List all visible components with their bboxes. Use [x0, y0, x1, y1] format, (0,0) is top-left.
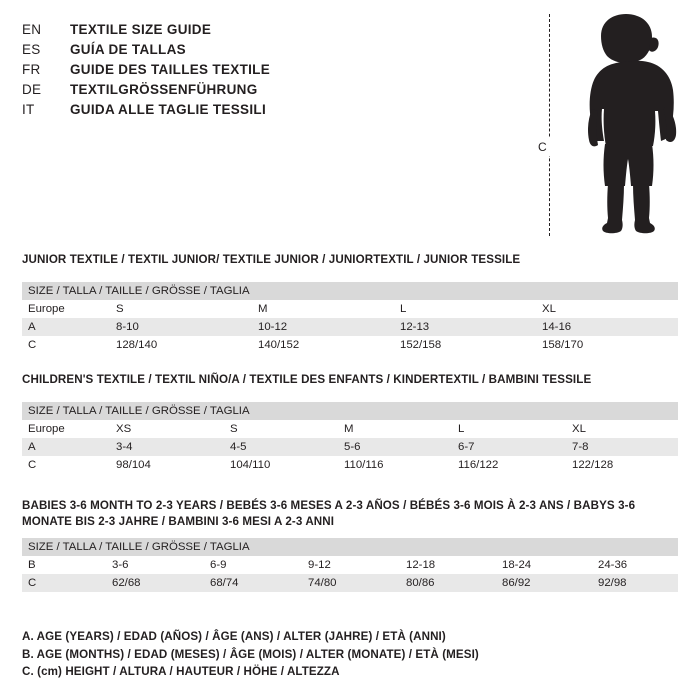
cell: XL — [566, 420, 678, 438]
language-code: IT — [22, 102, 35, 117]
cell: 140/152 — [252, 336, 394, 354]
height-diagram — [505, 8, 695, 238]
cell: 3-4 — [110, 438, 224, 456]
cell: 8-10 — [110, 318, 252, 336]
cell: 4-5 — [224, 438, 338, 456]
row-label: C — [22, 574, 106, 592]
table-header-row — [22, 282, 678, 300]
language-code: ES — [22, 42, 41, 57]
language-code: DE — [22, 82, 42, 97]
cell: XL — [536, 300, 678, 318]
row-label: Europe — [22, 420, 110, 438]
cell: 7-8 — [566, 438, 678, 456]
row-label: Europe — [22, 300, 110, 318]
section-title-babies: BABIES 3-6 MONTH TO 2-3 YEARS / BEBÉS 3-6 MESES A 2-3 AÑOS / BÉBÉS 3-6 MOIS À 2-3 ANS / BABYS 3-6 MONATE BIS 2-3 JAHRE / BAMBINI 3-6 MESI A 2-3 ANNI — [22, 499, 636, 528]
table-row — [22, 318, 678, 336]
cell: 110/116 — [338, 456, 452, 474]
table-row — [22, 300, 678, 318]
row-label: B — [22, 556, 106, 574]
legend-line-c: C. (cm) HEIGHT / ALTURA / HAUTEUR / HÖHE / ALTEZZA — [22, 665, 340, 678]
cell: L — [452, 420, 566, 438]
cell: 3-6 — [106, 556, 204, 574]
table-header-row — [22, 538, 678, 556]
cell: 158/170 — [536, 336, 678, 354]
cell: 152/158 — [394, 336, 536, 354]
row-label: A — [22, 318, 110, 336]
height-dimension-label: C — [535, 138, 550, 156]
language-row — [22, 42, 492, 57]
cell: 92/98 — [592, 574, 678, 592]
row-label: A — [22, 438, 110, 456]
cell: XS — [110, 420, 224, 438]
language-code: FR — [22, 62, 41, 77]
cell: 80/86 — [400, 574, 496, 592]
cell: 116/122 — [452, 456, 566, 474]
table-row — [22, 556, 678, 574]
table-row — [22, 456, 678, 474]
cell: 14-16 — [536, 318, 678, 336]
table-header-row — [22, 402, 678, 420]
cell: S — [110, 300, 252, 318]
section-title-children: CHILDREN'S TEXTILE / TEXTIL NIÑO/A / TEXTILE DES ENFANTS / KINDERTEXTIL / BAMBINI TESSILE — [22, 373, 592, 386]
cell: S — [224, 420, 338, 438]
cell: 128/140 — [110, 336, 252, 354]
table-row — [22, 574, 678, 592]
cell: 104/110 — [224, 456, 338, 474]
cell: 9-12 — [302, 556, 400, 574]
cell: 74/80 — [302, 574, 400, 592]
cell: 68/74 — [204, 574, 302, 592]
cell: 6-9 — [204, 556, 302, 574]
cell: 86/92 — [496, 574, 592, 592]
table-header-label: SIZE / TALLA / TAILLE / GRÖSSE / TAGLIA — [22, 282, 678, 300]
legend-block — [22, 628, 682, 681]
cell: 98/104 — [110, 456, 224, 474]
language-row — [22, 62, 492, 77]
language-row — [22, 22, 492, 37]
table-row — [22, 420, 678, 438]
row-label: C — [22, 336, 110, 354]
table-row — [22, 438, 678, 456]
baby-silhouette-icon — [563, 14, 691, 236]
language-row — [22, 102, 492, 117]
babies-size-table — [22, 538, 678, 592]
cell: 12-18 — [400, 556, 496, 574]
section-title-junior: JUNIOR TEXTILE / TEXTIL JUNIOR/ TEXTILE JUNIOR / JUNIORTEXTIL / JUNIOR TESSILE — [22, 253, 521, 266]
table-row — [22, 336, 678, 354]
children-size-table — [22, 402, 678, 474]
cell: 6-7 — [452, 438, 566, 456]
table-header-label: SIZE / TALLA / TAILLE / GRÖSSE / TAGLIA — [22, 538, 678, 556]
language-row — [22, 82, 492, 97]
language-title: TEXTILGRÖSSENFÜHRUNG — [70, 82, 258, 97]
cell: 12-13 — [394, 318, 536, 336]
table-header-label: SIZE / TALLA / TAILLE / GRÖSSE / TAGLIA — [22, 402, 678, 420]
language-title: GUÍA DE TALLAS — [70, 42, 186, 57]
legend-line-b: B. AGE (MONTHS) / EDAD (MESES) / ÂGE (MOIS) / ALTER (MONATE) / ETÀ (MESI) — [22, 647, 479, 661]
cell: 5-6 — [338, 438, 452, 456]
cell: 18-24 — [496, 556, 592, 574]
language-code: EN — [22, 22, 42, 37]
cell: 24-36 — [592, 556, 678, 574]
junior-size-table — [22, 282, 678, 354]
language-title-block — [22, 22, 492, 122]
language-title: GUIDE DES TAILLES TEXTILE — [70, 62, 271, 77]
legend-line-a: A. AGE (YEARS) / EDAD (AÑOS) / ÂGE (ANS) / ALTER (JAHRE) / ETÀ (ANNI) — [22, 630, 446, 643]
language-title: TEXTILE SIZE GUIDE — [70, 22, 212, 37]
cell: 10-12 — [252, 318, 394, 336]
height-dimension-line — [549, 14, 550, 236]
cell: M — [252, 300, 394, 318]
cell: 62/68 — [106, 574, 204, 592]
cell: 122/128 — [566, 456, 678, 474]
cell: M — [338, 420, 452, 438]
row-label: C — [22, 456, 110, 474]
language-title: GUIDA ALLE TAGLIE TESSILI — [70, 102, 266, 117]
cell: L — [394, 300, 536, 318]
